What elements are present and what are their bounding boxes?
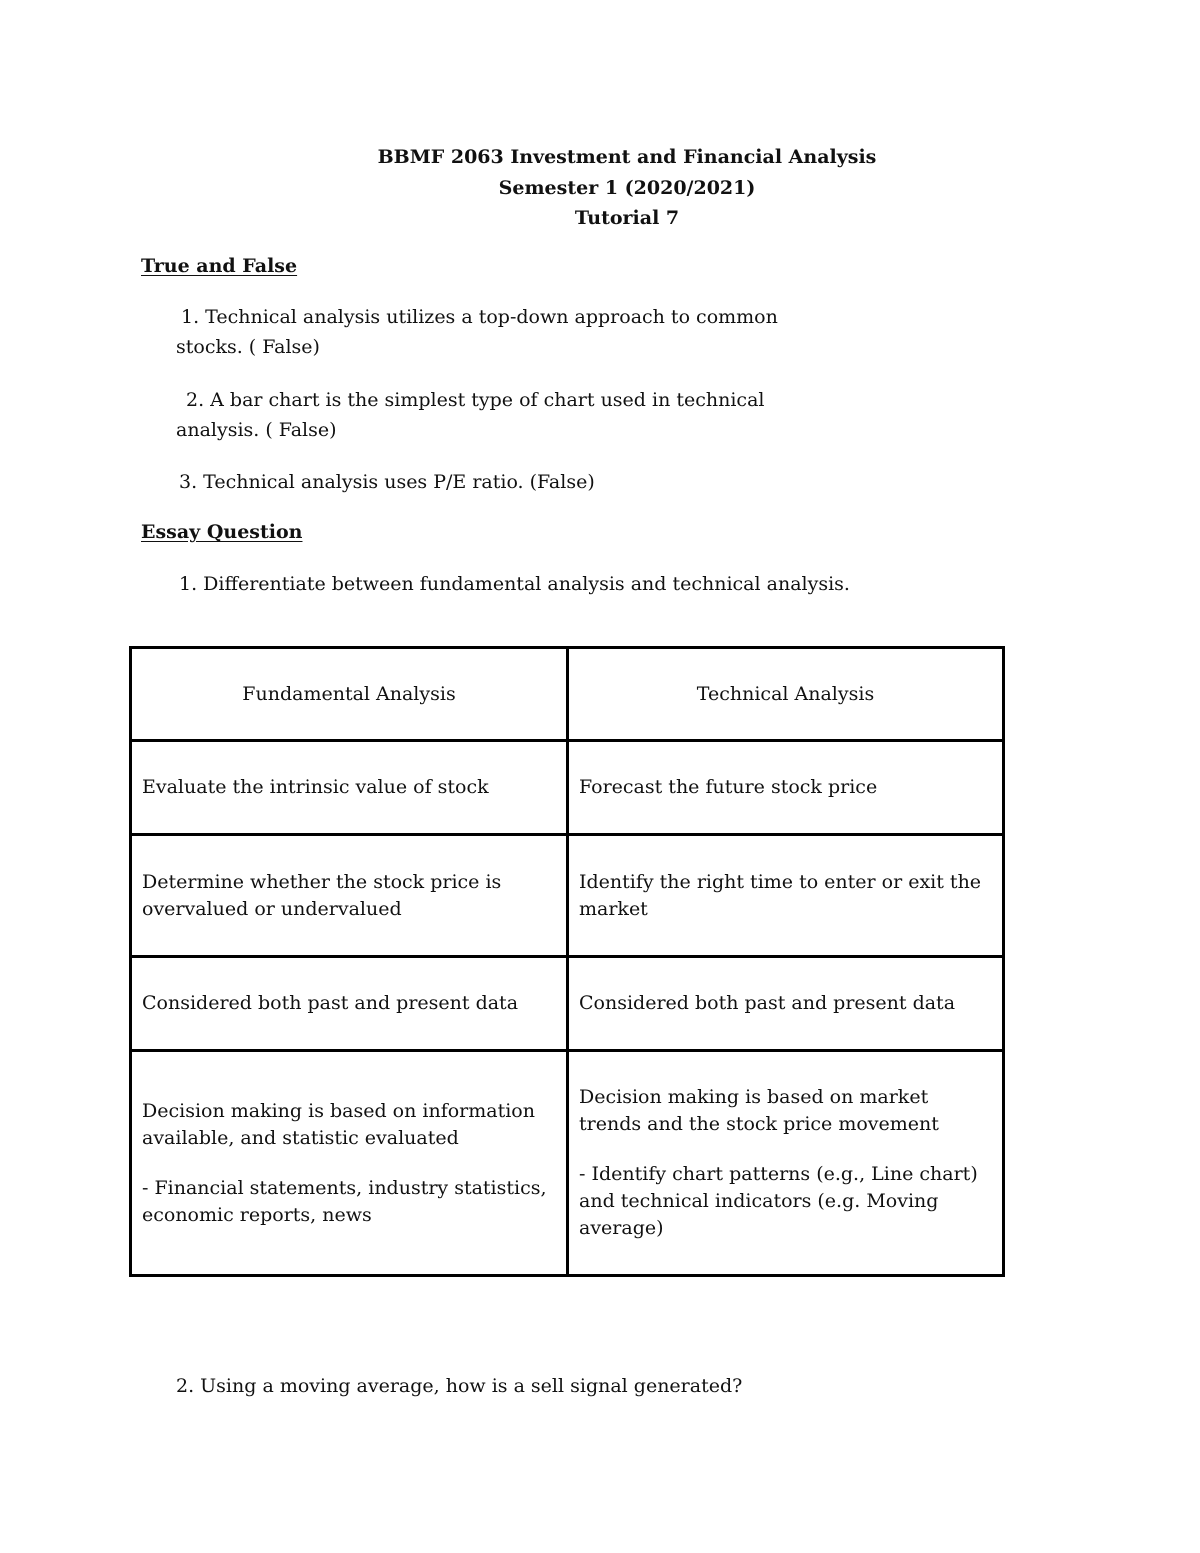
cell-sub-text: - Identify chart patterns (e.g., Line chart) and technical indicators (e.g. Moving average) xyxy=(579,1163,978,1239)
essay-question-2: 2. Using a moving average, how is a sell signal generated? xyxy=(176,1375,743,1397)
table-cell: Identify the right time to enter or exit the market xyxy=(568,835,1004,957)
comparison-table xyxy=(129,646,1005,1277)
table-cell xyxy=(131,1051,568,1276)
table-header-row xyxy=(131,648,1004,741)
table-cell xyxy=(568,1051,1004,1276)
table-cell: Forecast the future stock price xyxy=(568,741,1004,835)
document-header xyxy=(0,142,1200,234)
tf-question-2-line1: 2. A bar chart is the simplest type of chart used in technical xyxy=(186,389,765,411)
tf-question-1-line1: 1. Technical analysis utilizes a top-down approach to common xyxy=(181,306,778,328)
header-technical: Technical Analysis xyxy=(568,648,1004,741)
table-cell: Evaluate the intrinsic value of stock xyxy=(131,741,568,835)
course-title: BBMF 2063 Investment and Financial Analysis xyxy=(377,146,877,168)
cell-main-text: Decision making is based on information available, and statistic evaluated xyxy=(142,1099,535,1149)
table-cell: Considered both past and present data xyxy=(131,957,568,1051)
table-cell: Considered both past and present data xyxy=(568,957,1004,1051)
cell-main-text: Decision making is based on market trends and the stock price movement xyxy=(579,1086,939,1135)
true-false-heading: True and False xyxy=(141,255,298,277)
tutorial-label: Tutorial 7 xyxy=(574,207,680,229)
table-row xyxy=(131,741,1004,835)
semester-label: Semester 1 (2020/2021) xyxy=(498,176,756,199)
table-row xyxy=(131,835,1004,957)
tf-question-3: 3. Technical analysis uses P/E ratio. (False) xyxy=(179,471,595,493)
tf-question-1-line2: stocks. ( False) xyxy=(176,335,320,358)
essay-heading: Essay Question xyxy=(141,521,303,543)
table-row xyxy=(131,957,1004,1051)
table-cell: Determine whether the stock price is overvalued or undervalued xyxy=(131,835,568,957)
essay-question-1: 1. Differentiate between fundamental analysis and technical analysis. xyxy=(179,573,850,595)
tf-question-2 xyxy=(176,386,764,445)
cell-sub-text: - Financial statements, industry statistics, economic reports, news xyxy=(142,1176,547,1226)
tf-question-2-line2: analysis. ( False) xyxy=(176,418,337,441)
header-fundamental: Fundamental Analysis xyxy=(131,648,568,741)
table-row xyxy=(131,1051,1004,1276)
tf-question-1 xyxy=(176,303,778,362)
